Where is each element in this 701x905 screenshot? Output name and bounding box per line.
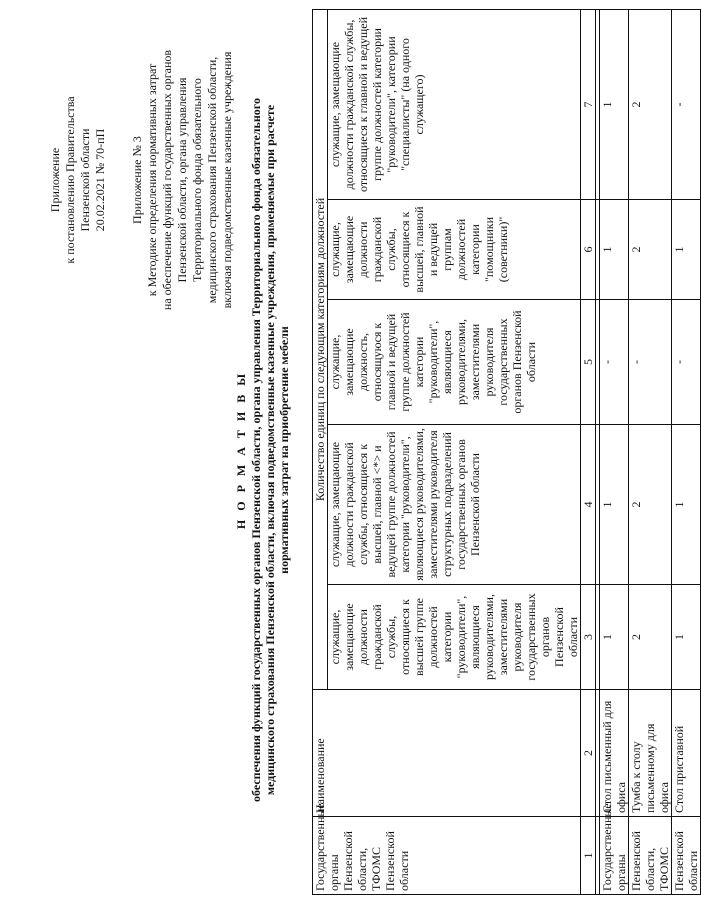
- value-cell: 2: [629, 9, 672, 199]
- column-number: 6: [581, 200, 596, 300]
- header-category: служащие, замещающие должности гражданской службы, относящиеся к высшей, главной и ведущей группам должностей категории "помощники (советники)": [328, 200, 581, 300]
- annex-note-methodology: [130, 15, 235, 345]
- column-number-row: [581, 9, 596, 894]
- annex-line: Территориального фонда обязательного: [190, 78, 204, 282]
- value-cell: 1: [600, 585, 629, 690]
- header-category: служащие, замещающие должности гражданской службы, относящиеся к высшей, главной <*> и ведущей группе должностей категории "руководители", являющиеся руководителями, заместителями руководителя структурных подразделений государственных органов Пензенской области: [328, 425, 581, 585]
- title-line: нормативных затрат на приобретение мебели: [277, 326, 291, 574]
- annex-line: медицинского страхования Пензенской области,: [205, 56, 219, 304]
- value-cell: -: [672, 300, 701, 425]
- item-name: Тумба к столу письменному для офиса: [629, 690, 672, 817]
- organ-cell: Пензенской области: [672, 817, 701, 895]
- value-cell: 1: [672, 200, 701, 300]
- organ-cell: Государственные органы: [600, 817, 629, 895]
- annex-line: 20.02.2021 № 70-пП: [93, 128, 107, 232]
- column-number: 7: [581, 9, 596, 199]
- annex-line: на обеспечение функций государственных органов: [160, 49, 174, 311]
- annex-line: включая подведомственные казенные учреждения: [220, 51, 234, 309]
- value-cell: 1: [672, 425, 701, 585]
- column-number: 5: [581, 300, 596, 425]
- value-cell: 1: [600, 9, 629, 199]
- table-row: [672, 9, 701, 894]
- title-line: обеспечения функций государственных органов Пензенской области, органа управления Территориального фонда обязательного: [249, 98, 263, 802]
- annex-line: Пензенской области: [78, 128, 92, 232]
- value-cell: -: [600, 300, 629, 425]
- organ-cell: Пензенской области, ТФОМС: [629, 817, 672, 895]
- value-cell: 2: [629, 425, 672, 585]
- item-name: Стол приставной: [672, 690, 701, 817]
- header-name: Наименование: [313, 690, 581, 817]
- annex-line: Пензенской области, органа управления: [175, 77, 189, 283]
- table-row: [600, 9, 629, 894]
- column-number: 1: [581, 817, 596, 895]
- header-category: служащие, замещающие должности гражданской службы, относящиеся к главной и ведущей группе должностей категории "руководители", категории "специалисты" (на одного служащего): [328, 9, 581, 199]
- table-row: [629, 9, 672, 894]
- header-category-group: Количество единиц по следующим категориям должностей: [313, 9, 328, 689]
- header-category: служащие, замещающие должности гражданской службы, относящиеся к высшей группе должностей категории "руководители", являющиеся руководителями, заместителями руководителя государственных органов Пензенской области: [328, 585, 581, 690]
- value-cell: 1: [600, 425, 629, 585]
- document-title: [234, 35, 291, 865]
- title-heading: Н О Р М А Т И В Ы: [234, 370, 248, 530]
- annex-line: Приложение № 3: [130, 136, 144, 224]
- header-organs: Государственные органы Пензенской области, ТФОМС Пензенской области: [313, 817, 581, 895]
- column-number: 2: [581, 690, 596, 817]
- annex-note-top: [48, 15, 108, 345]
- annex-line: Приложение: [48, 147, 62, 213]
- annex-line: к Методике определения нормативных затрат: [145, 63, 159, 297]
- value-cell: 2: [629, 200, 672, 300]
- column-number: 4: [581, 425, 596, 585]
- value-cell: 1: [600, 200, 629, 300]
- annex-line: к постановлению Правительства: [63, 96, 77, 264]
- value-cell: -: [672, 9, 701, 199]
- value-cell: 1: [672, 585, 701, 690]
- header-category: служащие, замещающие должность, относящуюся к главной и ведущей группе должностей категории "руководители", являющиеся руководителями, заместителями руководителя государственных органов Пензенской области: [328, 300, 581, 425]
- value-cell: 2: [629, 585, 672, 690]
- item-name: Стол письменный для офиса: [600, 690, 629, 817]
- furniture-norms-table: [312, 9, 701, 895]
- column-number: 3: [581, 585, 596, 690]
- title-line: медицинского страхования Пензенской области, включая подведомственные казенные учреждения, применяемые при расчете: [263, 104, 277, 796]
- value-cell: -: [629, 300, 672, 425]
